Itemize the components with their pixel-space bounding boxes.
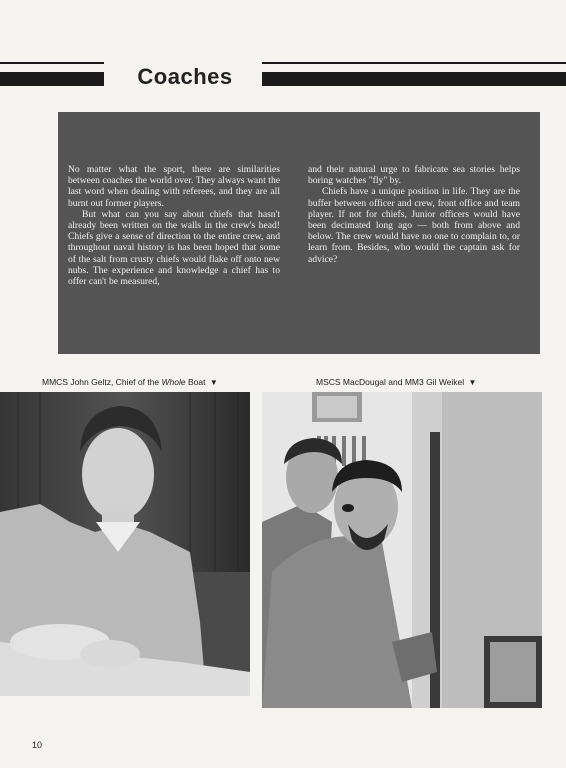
triangle-down-icon: ▼ bbox=[209, 378, 218, 387]
article-panel bbox=[58, 112, 540, 354]
photo-macdougal-weikel-image bbox=[262, 392, 542, 708]
header-rule-left-thick bbox=[0, 72, 104, 86]
article-paragraph bbox=[68, 209, 280, 287]
photo-chief-geltz-image bbox=[0, 392, 250, 696]
photo-caption-left bbox=[42, 377, 218, 387]
article-paragraph bbox=[308, 186, 520, 264]
caption-text: MMCS John Geltz, Chief of the bbox=[42, 377, 162, 387]
header-rule-right-thin bbox=[262, 62, 566, 64]
header-rule-right-thick bbox=[262, 72, 566, 86]
photo-chief-geltz bbox=[0, 392, 250, 696]
caption-text-end: Boat bbox=[185, 377, 206, 387]
caption-text: MSCS MacDougal and MM3 Gil Weikel bbox=[316, 377, 465, 387]
article-paragraph bbox=[308, 164, 520, 186]
article-column-right bbox=[308, 164, 520, 265]
article-paragraph-2: But what can you say about chiefs that hasn't already been written on the walls in the crew's head! Chiefs give a sense of direction to the entire crew, and throughout naval history is has been hoped that some of the salt from crusty chiefs would flake off onto new nubs. The experience and knowledge a chief has to offer can't be measured, bbox=[68, 208, 280, 288]
article-column-left bbox=[68, 164, 280, 287]
header-rule-left-thin bbox=[0, 62, 104, 64]
page-title: Coaches bbox=[137, 64, 233, 89]
article-paragraph-4: Chiefs have a unique position in life. They are the buffer between officer and crew, front office and team player. If not for chiefs, Junior officers would have been decimated long ago — both from above and below. The crew would have no one to complain to, or learn from. Besides, who would the captain ask for advice? bbox=[308, 186, 520, 265]
photo-macdougal-weikel bbox=[262, 392, 542, 708]
article-paragraph-1: No matter what the sport, there are similarities between coaches the world over. They always want the last word when dealing with referees, and they are all burnt out former players. bbox=[68, 164, 280, 209]
triangle-down-icon: ▼ bbox=[468, 378, 477, 387]
article-paragraph bbox=[68, 164, 280, 209]
caption-italic: Whole bbox=[161, 377, 186, 387]
article-paragraph-3: and their natural urge to fabricate sea stories helps boring watches "fly" by. bbox=[308, 164, 520, 187]
photo-caption-right bbox=[316, 377, 476, 387]
page-number: 10 bbox=[32, 740, 43, 750]
